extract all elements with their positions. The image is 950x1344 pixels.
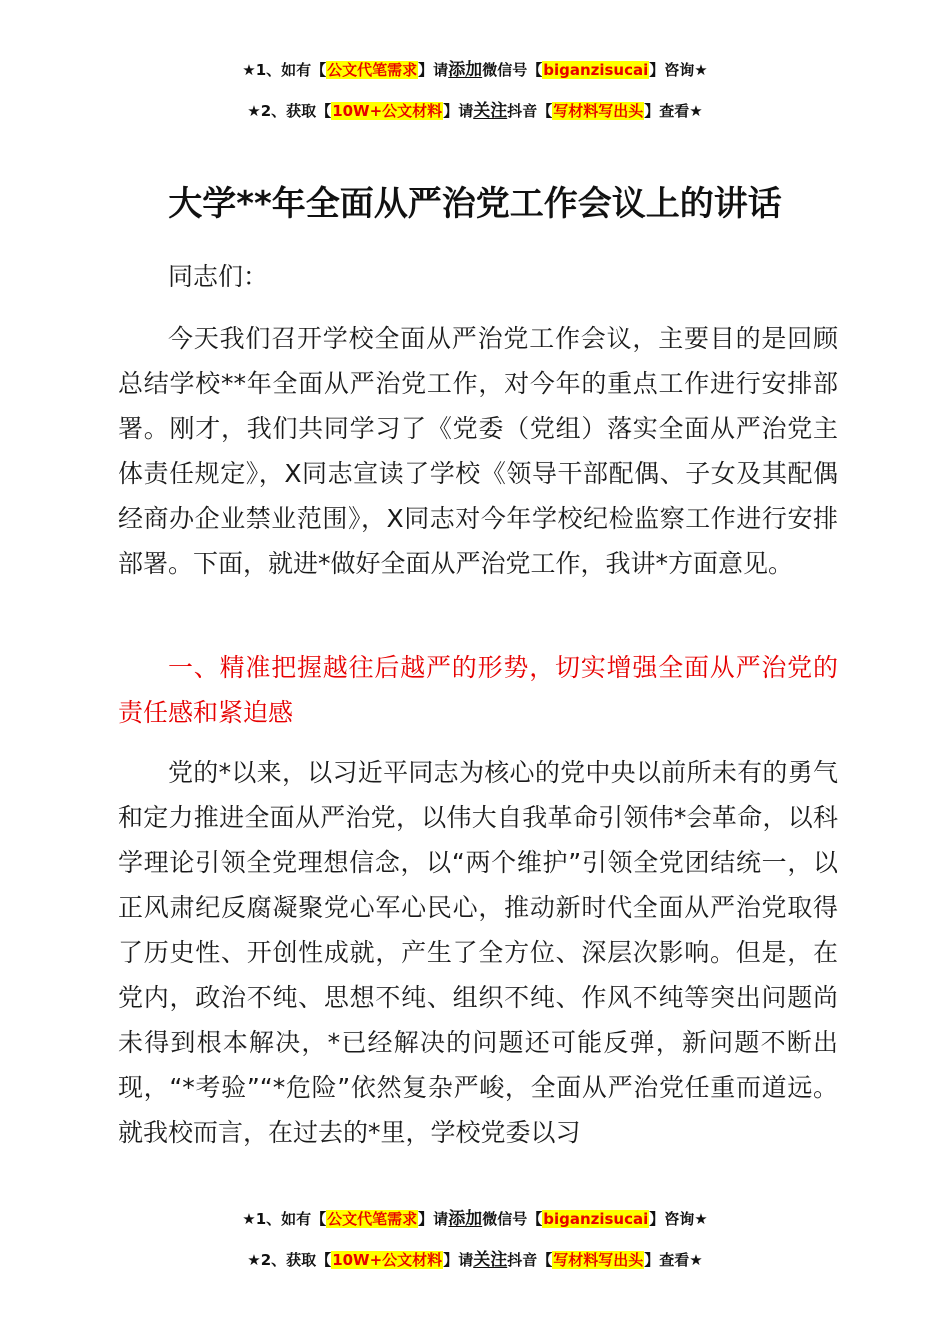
promo-banner-footer-line-1 xyxy=(0,1208,950,1230)
body-paragraph-section-1: 党的*以来，以习近平同志为核心的党中央以前所未有的勇气和定力推进全面从严治党，以伟大自我革命引领伟*会革命，以科学理论引领全党理想信念，以“两个维护”引领全党团结统一，以正风肃纪反腐凝聚党心军心民心，推动新时代全面从严治党取得了历史性、开创性成就，产生了全方位、深层次影响。但是，在党内，政治不纯、思想不纯、组织不纯、作风不纯等突出问题尚未得到根本解决，*已经解决的问题还可能反弹，新问题不断出现，“*考验”“*危险”依然复杂严峻，全面从严治党任重而道远。就我校而言，在过去的*里，学校党委以习 xyxy=(118,758,838,1147)
banner-text: 】查看★ xyxy=(644,102,703,120)
banner-highlight: 10W+公文材料 xyxy=(332,1251,443,1269)
banner-text: 】咨询★ xyxy=(649,61,708,79)
banner-highlight: 10W+公文材料 xyxy=(332,102,443,120)
banner-text: 微信号【 xyxy=(482,1210,543,1228)
banner-text: ★1、如有【 xyxy=(242,61,327,79)
banner-text: 】请 xyxy=(418,61,449,79)
banner-text: 】请 xyxy=(418,1210,449,1228)
banner-text: ★2、获取【 xyxy=(247,102,332,120)
banner-highlight: 公文代笔需求 xyxy=(327,1210,418,1228)
banner-douyin-id: 写材料写出头 xyxy=(553,102,644,120)
banner-underline-text: 关注 xyxy=(473,1250,508,1270)
banner-text: 】查看★ xyxy=(644,1251,703,1269)
promo-banner-line-1 xyxy=(0,59,950,81)
banner-text: 】咨询★ xyxy=(649,1210,708,1228)
banner-text: 】请 xyxy=(443,1251,474,1269)
banner-underline-text: 关注 xyxy=(473,101,508,121)
banner-wechat-id: biganzisucai xyxy=(543,1210,649,1228)
banner-highlight: 公文代笔需求 xyxy=(327,61,418,79)
promo-banner-footer-line-2 xyxy=(0,1249,950,1271)
banner-text: 抖音【 xyxy=(507,1251,553,1269)
banner-text: ★1、如有【 xyxy=(242,1210,327,1228)
banner-underline-text: 添加 xyxy=(448,1209,483,1229)
body-paragraph-intro: 今天我们召开学校全面从严治党工作会议，主要目的是回顾总结学校**年全面从严治党工作，对今年的重点工作进行安排部署。刚才，我们共同学习了《党委（党组）落实全面从严治党主体责任规定》，X同志宣读了学校《领导干部配偶、子女及其配偶经商办企业禁业范围》，X同志对今年学校纪检监察工作进行安排部署。下面，就进*做好全面从严治党工作，我讲*方面意见。 xyxy=(118,324,838,578)
banner-text: ★2、获取【 xyxy=(247,1251,332,1269)
section-heading-1: 一、精准把握越往后越严的形势，切实增强全面从严治党的责任感和紧迫感 xyxy=(118,653,838,727)
promo-banner-line-2 xyxy=(0,100,950,122)
banner-douyin-id: 写材料写出头 xyxy=(553,1251,644,1269)
banner-underline-text: 添加 xyxy=(448,60,483,80)
document-title: 大学**年全面从严治党工作会议上的讲话 xyxy=(168,184,782,224)
salutation: 同志们： xyxy=(168,262,269,291)
banner-text: 微信号【 xyxy=(482,61,543,79)
banner-wechat-id: biganzisucai xyxy=(543,61,649,79)
banner-text: 抖音【 xyxy=(507,102,553,120)
banner-text: 】请 xyxy=(443,102,474,120)
